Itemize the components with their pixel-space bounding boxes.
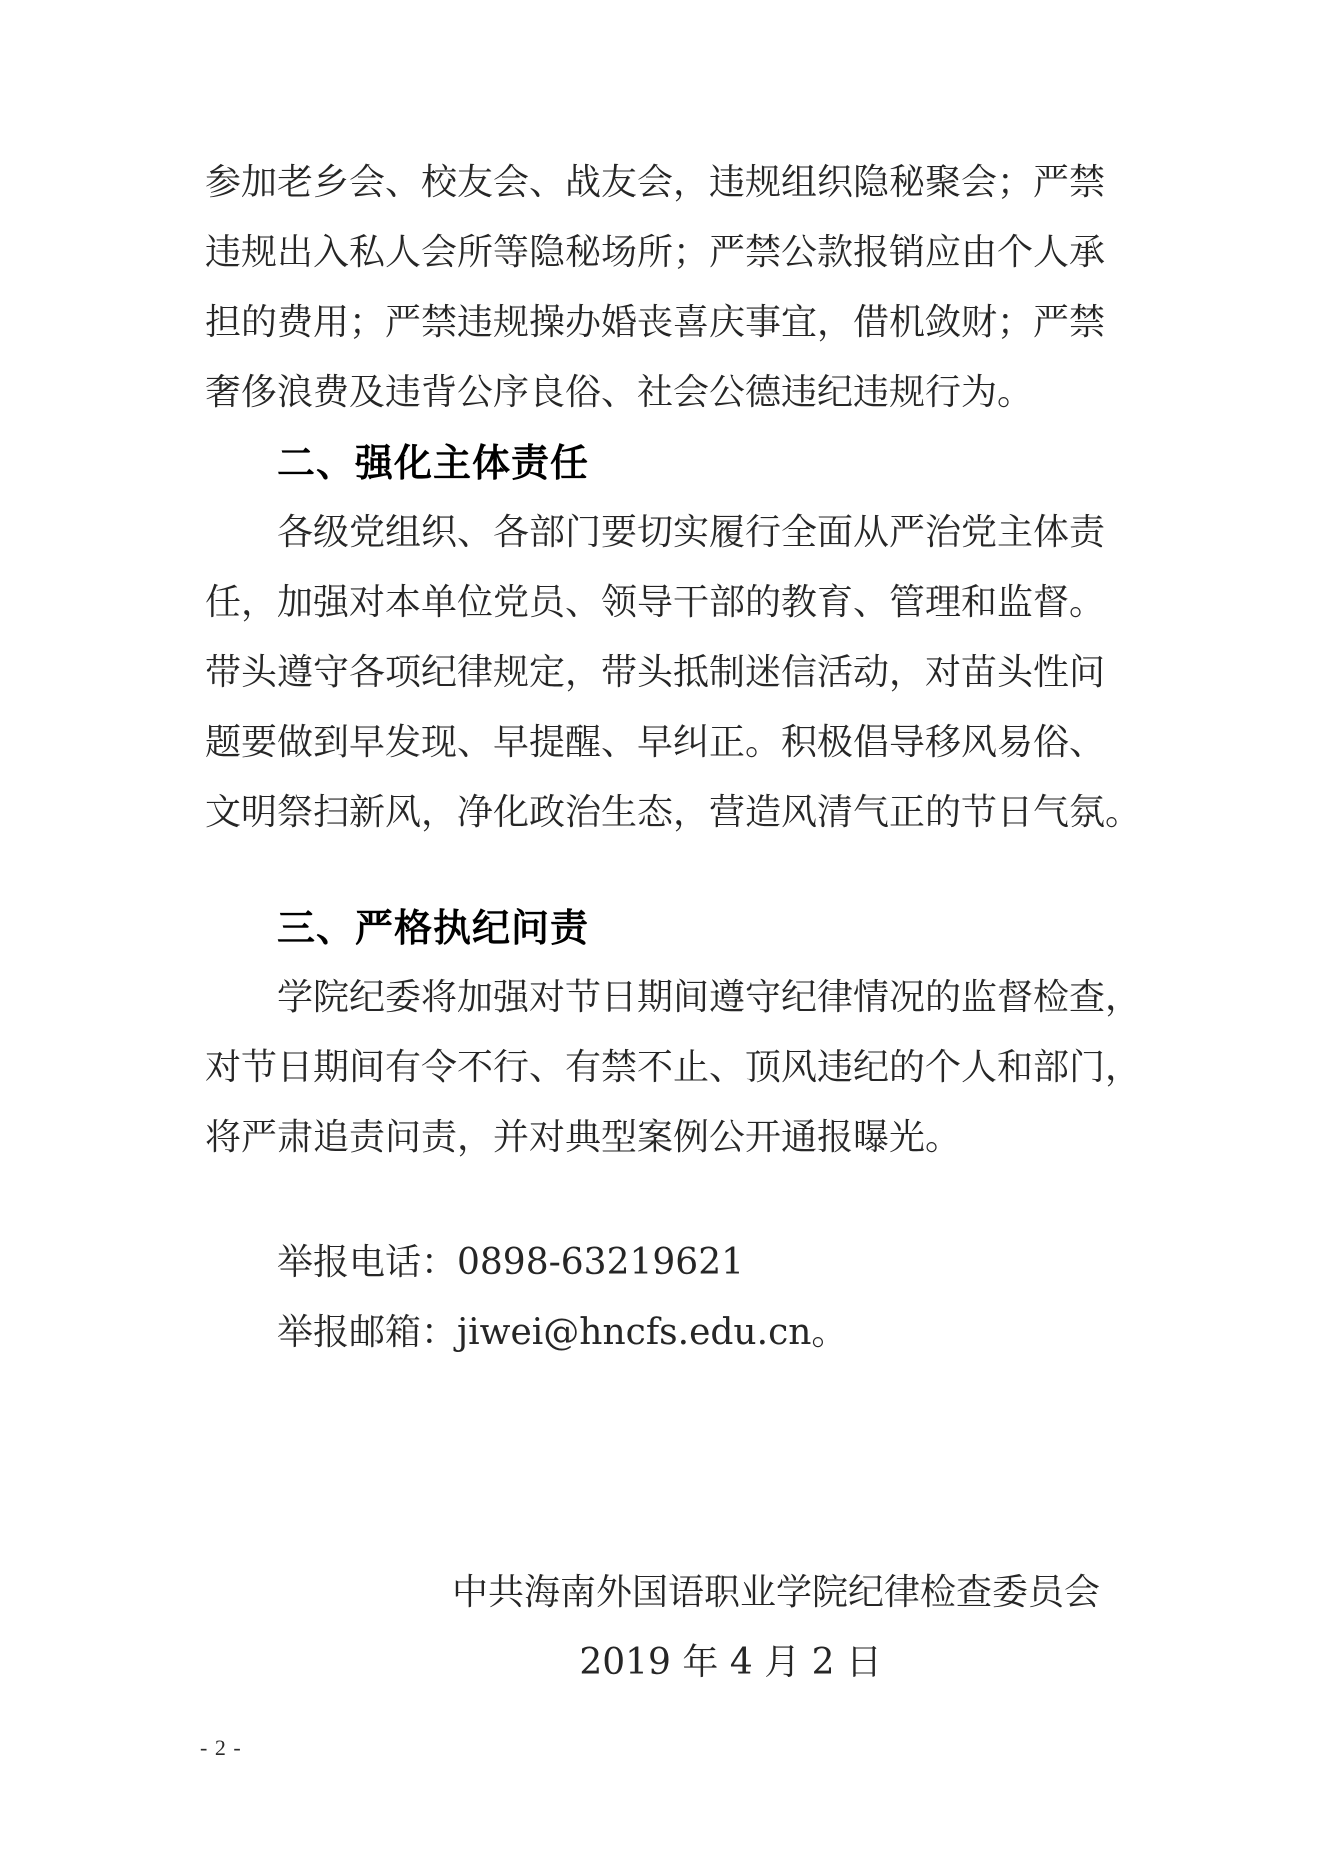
signature-block <box>205 1558 1110 1698</box>
report-contact-block <box>205 1228 1110 1368</box>
signature-date: 2019 年 4 月 2 日 <box>579 1642 882 1683</box>
section-heading-strict-discipline: 三、严格执纪问责 <box>277 906 590 950</box>
body-line: 题要做到早发现、早提醒、早纠正。积极倡导移风易俗、 <box>205 722 1106 763</box>
body-line: 担的费用；严禁违规操办婚丧喜庆事宜，借机敛财；严禁 <box>205 302 1106 343</box>
body-line: 任，加强对本单位党员、领导干部的教育、管理和监督。 <box>205 582 1106 623</box>
body-line: 奢侈浪费及违背公序良俗、社会公德违纪违规行为。 <box>205 372 1034 413</box>
section-heading-strengthen-responsibility: 二、强化主体责任 <box>277 441 590 485</box>
paragraph-continuation <box>205 148 1110 428</box>
body-line: 对节日期间有令不行、有禁不止、顶风违纪的个人和部门， <box>205 1047 1142 1088</box>
document-body <box>205 148 1142 1368</box>
body-line: 将严肃追责问责，并对典型案例公开通报曝光。 <box>205 1117 962 1158</box>
body-line: 学院纪委将加强对节日期间遵守纪律情况的监督检查， <box>277 977 1142 1018</box>
paragraph-section-2 <box>205 498 1142 848</box>
body-line: 带头遵守各项纪律规定，带头抵制迷信活动，对苗头性问 <box>205 652 1106 693</box>
body-line: 文明祭扫新风，净化政治生态，营造风清气正的节日气氛。 <box>205 792 1142 833</box>
paragraph-section-3 <box>205 963 1142 1173</box>
body-line: 各级党组织、各部门要切实履行全面从严治党主体责 <box>277 512 1106 553</box>
report-email-line: 举报邮箱：jiwei@hncfs.edu.cn。 <box>277 1312 848 1353</box>
page-number: - 2 - <box>200 1735 242 1760</box>
body-line: 违规出入私人会所等隐秘场所；严禁公款报销应由个人承 <box>205 232 1106 273</box>
signature-organization: 中共海南外国语职业学院纪律检查委员会 <box>451 1572 1100 1613</box>
report-phone-line: 举报电话：0898-63219621 <box>277 1242 745 1283</box>
body-line: 参加老乡会、校友会、战友会，违规组织隐秘聚会；严禁 <box>205 162 1106 203</box>
